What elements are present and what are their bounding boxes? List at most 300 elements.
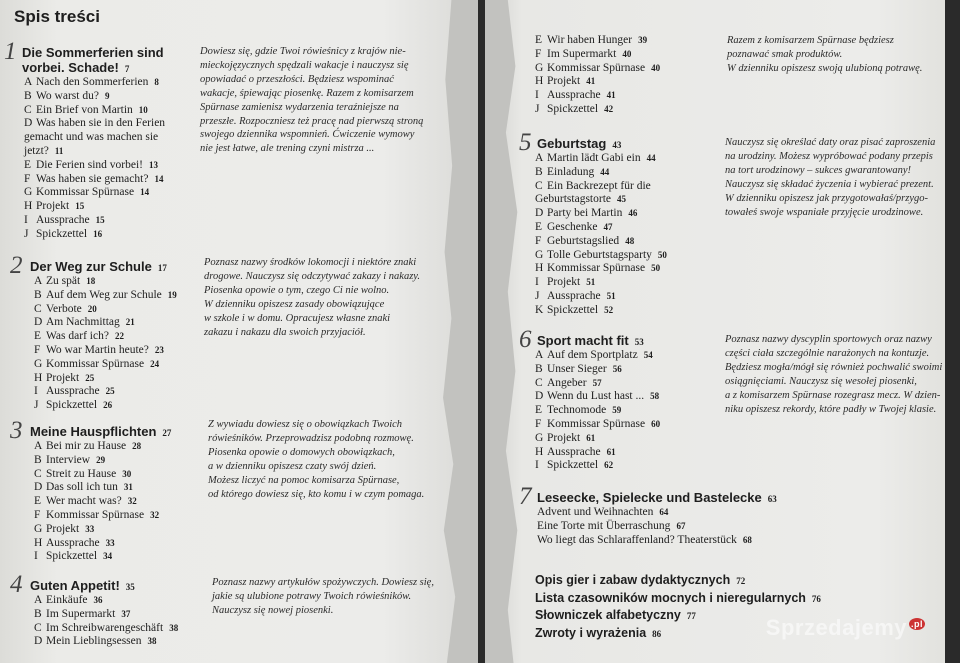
entry-letter: K — [535, 303, 544, 316]
chapter-entries — [24, 76, 165, 242]
entry-title: Wo war Martin heute? — [46, 343, 149, 356]
entry-letter: E — [34, 330, 42, 343]
description-line: Z wywiadu dowiesz się o obowiązkach Twoich — [208, 419, 403, 430]
toc-entry — [535, 48, 660, 62]
entry-continuation — [24, 145, 165, 159]
appendix-page: 77 — [686, 611, 696, 621]
toc-entry — [24, 159, 165, 173]
entry-page: 32 — [150, 509, 160, 520]
description-line: jakie są ulubione potrawy Twoich rówieśników. — [212, 590, 412, 602]
entry-page: 52 — [604, 304, 614, 315]
description-line: Możesz liczyć na pomoc komisarza Spürnase, — [208, 474, 400, 486]
entry-title: Projekt — [547, 276, 581, 289]
description-line: rówieśników. Przeprowadzisz podobną rozmowę. — [208, 432, 414, 444]
chapter-entries — [34, 440, 159, 564]
chapter-page: 7 — [124, 64, 130, 74]
entry-title: Die Ferien sind vorbei! — [36, 158, 143, 171]
toc-entry — [535, 276, 667, 290]
entry-title: Spickzettel — [46, 550, 98, 563]
entry-title: Verbote — [46, 302, 82, 315]
entry-title: Was haben sie gemacht? — [36, 172, 149, 185]
description-line: Nauczysz się nowej piosenki. — [212, 604, 334, 616]
entry-page: 54 — [643, 350, 653, 360]
entry-title: Spickzettel — [36, 227, 88, 240]
chapter-4-continuation — [535, 34, 660, 117]
toc-entry — [24, 228, 165, 242]
entry-letter: H — [535, 445, 544, 458]
description-line: w szkole i w domu. Opracujesz własne znaki — [204, 312, 391, 324]
entry-letter: G — [24, 186, 33, 199]
entry-page: 20 — [87, 303, 97, 314]
entry-letter: F — [535, 417, 542, 430]
chapter-title-line: Die Sommerferien sind — [22, 45, 164, 60]
entry-title: Spickzettel — [547, 459, 599, 472]
entry-letter: E — [34, 495, 42, 508]
entry-page: 31 — [123, 482, 133, 493]
description-line: osiągnięciami. Nauczysz się wesołej piosenki, — [725, 375, 917, 387]
toc-entry — [34, 289, 177, 303]
entry-title: Kommissar Spürnase — [36, 186, 135, 199]
entry-page: 50 — [657, 249, 667, 260]
entry-letter: A — [24, 76, 33, 88]
entry-letter: I — [34, 550, 38, 563]
entry-title: Aussprache — [547, 445, 601, 458]
entry-letter: F — [535, 47, 542, 60]
chapter-number: 7 — [519, 483, 532, 510]
entry-title: Wo warst du? — [36, 89, 99, 102]
description-line: a z komisarzem Spürnase rozegrasz mecz. W dzien- — [725, 389, 941, 401]
chapter-page: 35 — [125, 582, 135, 592]
entry-page: 14 — [140, 187, 150, 198]
toc-entry — [535, 180, 667, 194]
entry-title: Am Nachmittag — [46, 316, 120, 329]
entry-title: Wer macht was? — [46, 495, 122, 508]
entry-title: Ein Brief von Martin — [36, 103, 133, 116]
chapter-entries — [34, 594, 178, 649]
chapter-description — [200, 45, 423, 156]
entry-letter: J — [34, 399, 39, 412]
toc-entry — [34, 468, 159, 482]
toc-entry — [24, 200, 165, 214]
description-line: nie jest łatwe, ale trening czyni mistrza ... — [200, 143, 375, 155]
description-line: swojego dziennika wspomnień. Ćwiczenie wymowy — [200, 129, 415, 141]
toc-entry — [24, 76, 165, 90]
entry-page: 51 — [606, 290, 616, 301]
description-line: drogowe. Nauczysz się odczytywać zakazy i nakazy. — [204, 270, 420, 282]
entry-letter: D — [34, 635, 43, 648]
entry-title: Tolle Geburtstagsparty — [547, 248, 652, 261]
entry-title: Was darf ich? — [46, 330, 109, 343]
entry-page: 9 — [104, 90, 110, 101]
entry-page: 29 — [96, 454, 106, 465]
description-line: niku opiszesz rekordy, które padły w Twojej klasie. — [725, 403, 937, 415]
entry-page: 10 — [138, 104, 148, 115]
chapter-page: 27 — [162, 428, 172, 438]
entry-letter: D — [24, 117, 33, 130]
entry-title: Spickzettel — [547, 303, 599, 316]
entry-letter: H — [24, 200, 33, 213]
appendix-page: 76 — [811, 593, 821, 604]
toc-entry — [24, 214, 165, 228]
entry-title: Party bei Martin — [547, 207, 623, 220]
entry-letter: B — [34, 288, 42, 301]
entry-letter: E — [535, 404, 543, 417]
toc-entry — [535, 390, 660, 404]
description-line: przeszłe. Rozpoczniesz też pracę nad pierwszą stroną — [200, 115, 424, 127]
toc-entry — [535, 221, 667, 235]
toc-entry — [34, 385, 177, 399]
chapter-number: 3 — [10, 417, 23, 444]
chapter-description — [725, 333, 942, 416]
chapter-page: 53 — [634, 337, 644, 347]
entry-page: 15 — [95, 214, 105, 225]
entry-page: 19 — [167, 289, 177, 300]
description-line: Nauczysz się składać życzenia i wybierać prezent. — [725, 178, 934, 190]
chapter-description — [727, 34, 922, 76]
description-line: W dzienniku opiszesz jak przygotowałaś/przygo- — [725, 192, 928, 204]
toc-entry — [535, 349, 660, 363]
toc-entry — [535, 75, 660, 89]
description-line: Będziesz mogła/mógł się również pochwalić swoimi — [725, 361, 943, 373]
entry-title: Einladung — [547, 165, 595, 178]
toc-entry — [535, 418, 660, 432]
toc-entry — [535, 89, 660, 103]
entry-title: Mein Lieblingsessen — [46, 635, 142, 648]
description-line: części ciała szczególnie narażonych na kontuzje. — [725, 347, 930, 359]
toc-entry — [535, 249, 667, 263]
entry-letter: G — [535, 248, 544, 261]
entry-letter: B — [535, 165, 543, 178]
chapter-number: 5 — [519, 129, 532, 156]
entry-letter: J — [535, 289, 540, 302]
entry-letter: C — [34, 467, 42, 480]
toc-entry — [24, 173, 165, 187]
description-line: Piosenka opowie o tym, czego Ci nie wolno. — [204, 284, 390, 296]
entry-page: 25 — [85, 372, 95, 383]
right-page — [485, 0, 945, 663]
appendix-title: Zwroty i wyrażenia — [535, 625, 647, 640]
toc-entry — [535, 103, 660, 117]
entry-page: 64 — [659, 507, 669, 517]
entry-letter: C — [535, 179, 543, 192]
toc-entry — [535, 363, 660, 377]
description-line: W dzienniku opiszesz zasady obowiązujące — [204, 298, 385, 310]
toc-entry — [34, 399, 177, 413]
entry-letter: A — [535, 349, 544, 361]
entry-letter: B — [34, 607, 42, 620]
entry-continuation — [24, 131, 165, 145]
description-line: Nauczysz się określać daty oraz pisać zaproszenia — [725, 137, 936, 148]
toc-entry — [34, 481, 159, 495]
toc-entry — [535, 459, 660, 473]
chapter-description — [212, 576, 434, 618]
toc-entry — [34, 594, 178, 608]
entry-title: Einkäufe — [46, 594, 88, 606]
entry-page: 13 — [149, 159, 158, 170]
entry-title: Streit zu Hause — [46, 467, 117, 480]
appendix-title: Lista czasowników mocnych i nieregularnych — [535, 590, 806, 605]
entry-title: Geburtstagstorte — [535, 193, 612, 206]
entry-letter: E — [535, 34, 543, 46]
chapter-title — [30, 424, 171, 441]
entry-title: Nach den Sommerferien — [36, 76, 149, 88]
entry-letter: I — [535, 89, 539, 102]
entry-letter: G — [34, 522, 43, 535]
page-title: Spis treści — [14, 7, 100, 26]
entry-title: Aussprache — [547, 89, 601, 102]
entry-letter: H — [535, 262, 544, 275]
entry-page: 21 — [125, 317, 135, 328]
entry-title: Zu spät — [46, 275, 81, 287]
left-page — [0, 0, 478, 663]
entry-page: 37 — [121, 608, 131, 619]
entry-letter: D — [535, 390, 544, 403]
entry-page: 41 — [586, 76, 596, 87]
entry-page: 61 — [586, 432, 596, 443]
entry-title: Wenn du Lust hast ... — [547, 390, 645, 403]
entry-page: 15 — [75, 201, 85, 212]
chapter-entries — [34, 275, 177, 413]
entry-page: 51 — [586, 277, 596, 288]
toc-entry — [535, 152, 667, 166]
chapter-title-line: Der Weg zur Schule 17 — [30, 259, 167, 274]
entry-title: Advent und Weihnachten — [537, 506, 654, 518]
entry-page: 48 — [625, 235, 635, 246]
entry-title: Im Schreibwarengeschäft — [46, 621, 164, 634]
chapter-page: 63 — [767, 494, 777, 504]
entry-title: Kommissar Spürnase — [547, 61, 646, 74]
entry-letter: A — [34, 440, 43, 452]
toc-entry — [535, 432, 660, 446]
chapter-title-line: Meine Hauspflichten 27 — [30, 424, 172, 439]
entry-page: 38 — [147, 636, 157, 647]
description-line: Piosenka opowie o domowych obowiązkach, — [208, 446, 395, 458]
entry-title: Technomode — [547, 404, 607, 417]
toc-entry — [537, 534, 752, 548]
entry-letter: A — [34, 275, 43, 287]
entry-page: 40 — [622, 48, 632, 59]
entry-page: 44 — [600, 166, 610, 177]
toc-entry — [34, 330, 177, 344]
entry-page: 18 — [86, 276, 96, 286]
chapter-entries — [537, 506, 752, 547]
description-line: Spürnase zamienisz wydarzenia teraźniejsze na — [200, 101, 399, 113]
entry-title: Projekt — [547, 75, 581, 88]
toc-entry — [24, 186, 165, 200]
entry-page: 39 — [638, 35, 648, 45]
entry-title: gemacht und was machen sie — [24, 131, 159, 144]
entry-page: 47 — [603, 221, 613, 232]
entry-title: Was haben sie in den Ferien — [36, 117, 166, 130]
entry-letter: I — [535, 276, 539, 289]
toc-entry — [535, 404, 660, 418]
entry-title: Spickzettel — [46, 399, 98, 412]
entry-page: 14 — [154, 173, 164, 184]
entry-letter: C — [34, 302, 42, 315]
entry-title: Auf dem Weg zur Schule — [46, 288, 162, 301]
toc-entry — [34, 440, 159, 454]
entry-page: 26 — [103, 400, 113, 411]
toc-entry — [535, 235, 667, 249]
entry-page: 56 — [612, 363, 622, 374]
description-line: a w dzienniku opiszesz czaty swój dzień. — [208, 460, 377, 472]
entry-continuation — [535, 193, 667, 207]
entry-page: 61 — [606, 446, 616, 457]
appendix-entry — [535, 572, 821, 590]
chapter-description — [208, 418, 424, 501]
toc-entry — [537, 506, 752, 520]
entry-page: 32 — [127, 496, 137, 507]
chapter-page: 43 — [612, 140, 622, 150]
description-line: od którego dowiesz się, kto komu i w czym pomaga. — [208, 488, 425, 500]
entry-letter: B — [34, 453, 42, 466]
description-line: poznawać smak produktów. — [727, 48, 843, 60]
entry-page: 57 — [592, 377, 602, 388]
appendix-page: 86 — [652, 628, 662, 639]
entry-title: Martin lädt Gabi ein — [547, 152, 641, 164]
entry-letter: C — [34, 621, 42, 634]
entry-letter: G — [34, 357, 43, 370]
entry-letter: F — [24, 172, 31, 185]
toc-entry — [34, 303, 177, 317]
entry-page: 44 — [646, 153, 656, 163]
chapter-title-line: Leseecke, Spielecke und Bastelecke 63 — [537, 490, 777, 505]
toc-entry — [34, 622, 178, 636]
entry-letter: F — [535, 234, 542, 247]
chapter-number: 6 — [519, 326, 532, 353]
toc-entry — [535, 166, 667, 180]
appendix-title: Opis gier i zabaw dydaktycznych — [535, 573, 731, 587]
entry-title: Aussprache — [547, 289, 601, 302]
entry-page: 38 — [169, 622, 179, 633]
entry-page: 50 — [651, 263, 661, 274]
chapter-title — [537, 490, 777, 507]
toc-entry — [535, 446, 660, 460]
entry-title: Angeber — [547, 376, 587, 389]
entry-page: 23 — [154, 344, 164, 355]
entry-letter: D — [34, 316, 43, 329]
entry-title: Projekt — [46, 371, 80, 384]
description-line: mieckojęzycznych spędzali wakacje i nauczysz się — [200, 59, 409, 71]
entry-page: 34 — [103, 551, 113, 562]
chapter-number: 1 — [4, 38, 17, 65]
entry-page: 59 — [612, 405, 622, 416]
entry-letter: E — [535, 220, 543, 233]
entry-title: Unser Sieger — [547, 362, 607, 375]
chapter-title — [537, 333, 644, 350]
entry-title: Bei mir zu Hause — [46, 440, 127, 452]
entry-letter: I — [34, 385, 38, 398]
entry-page: 60 — [651, 418, 661, 429]
entry-page: 68 — [742, 534, 752, 545]
toc-entry — [535, 290, 667, 304]
entry-title: Auf dem Sportplatz — [547, 349, 638, 361]
toc-entry — [34, 344, 177, 358]
entry-title: Wir haben Hunger — [547, 34, 633, 46]
entry-title: Wo liegt das Schlaraffenland? Theaterstück — [537, 533, 737, 546]
toc-entry — [34, 608, 178, 622]
toc-entry — [34, 550, 159, 564]
chapter-title-line: vorbei. Schade! 7 — [22, 60, 130, 75]
entry-title: Kommissar Spürnase — [547, 262, 646, 275]
entry-page: 28 — [132, 441, 142, 451]
entry-letter: A — [535, 152, 544, 164]
entry-title: Geburtstagslied — [547, 234, 620, 247]
entry-title: Projekt — [547, 431, 581, 444]
entry-letter: H — [535, 75, 544, 88]
description-line: na tort urodzinowy – sukces gwarantowany! — [725, 164, 911, 176]
toc-entry — [535, 262, 667, 276]
chapter-number: 2 — [10, 252, 23, 279]
toc-entry — [34, 537, 159, 551]
appendix-page: 72 — [736, 576, 746, 586]
entry-page: 33 — [105, 537, 115, 548]
entry-letter: B — [24, 89, 32, 102]
entry-page: 67 — [676, 520, 686, 531]
description-line: W dzienniku opiszesz swoją ulubioną potrawę. — [727, 62, 923, 74]
toc-entry — [34, 316, 177, 330]
entry-letter: E — [24, 158, 32, 171]
chapter-title — [30, 578, 135, 595]
entry-letter: G — [535, 431, 544, 444]
entry-title: Das soll ich tun — [46, 481, 118, 494]
entry-letter: I — [535, 459, 539, 472]
description-line: Razem z komisarzem Spürnase będziesz — [727, 35, 894, 46]
entry-page: 42 — [604, 103, 614, 114]
toc-entry — [34, 358, 177, 372]
entry-page: 8 — [154, 77, 159, 87]
entry-title: Interview — [46, 453, 91, 466]
entry-title: Im Supermarkt — [547, 47, 617, 60]
watermark: Sprzedajemy $^{.pl}$ — [765, 615, 923, 640]
entry-page: 46 — [628, 208, 638, 219]
chapter-title — [537, 136, 621, 153]
entry-page: 30 — [122, 468, 132, 479]
toc-entry — [34, 509, 159, 523]
toc-entry — [34, 635, 178, 649]
toc-entry — [24, 90, 165, 104]
toc-entry — [34, 523, 159, 537]
entry-page: 22 — [114, 331, 124, 342]
chapter-title — [22, 45, 164, 77]
entry-page: 25 — [105, 386, 115, 397]
toc-entry — [535, 62, 660, 76]
entry-page: 58 — [650, 391, 660, 402]
entry-title: Kommissar Spürnase — [46, 357, 145, 370]
entry-page: 16 — [93, 228, 103, 239]
description-line: wakacje, śpiewając piosenkę. Razem z komisarzem — [200, 87, 414, 99]
entry-title: Kommissar Spürnase — [547, 417, 646, 430]
entry-title: Aussprache — [46, 536, 100, 549]
chapter-title-line: Guten Appetit! 35 — [30, 578, 135, 593]
entry-title: Eine Torte mit Überraschung — [537, 519, 671, 532]
entry-letter: H — [34, 536, 43, 549]
toc-entry — [34, 275, 177, 289]
entry-page: 11 — [54, 145, 64, 156]
chapter-page: 17 — [157, 263, 167, 273]
toc-entry — [535, 304, 667, 318]
description-line: opowiadać o przeszłości. Będziesz wspominać — [200, 73, 394, 85]
entry-letter: B — [535, 362, 543, 375]
entry-letter: F — [34, 508, 41, 521]
chapter-number: 4 — [10, 571, 23, 598]
entry-title: Kommissar Spürnase — [46, 508, 145, 521]
appendix-entry — [535, 590, 821, 608]
description-line: na urodziny. Możesz wypróbować podany przepis — [725, 150, 933, 162]
entry-title: Aussprache — [36, 213, 90, 226]
entry-page: 36 — [93, 595, 103, 605]
entry-page: 62 — [604, 460, 614, 471]
